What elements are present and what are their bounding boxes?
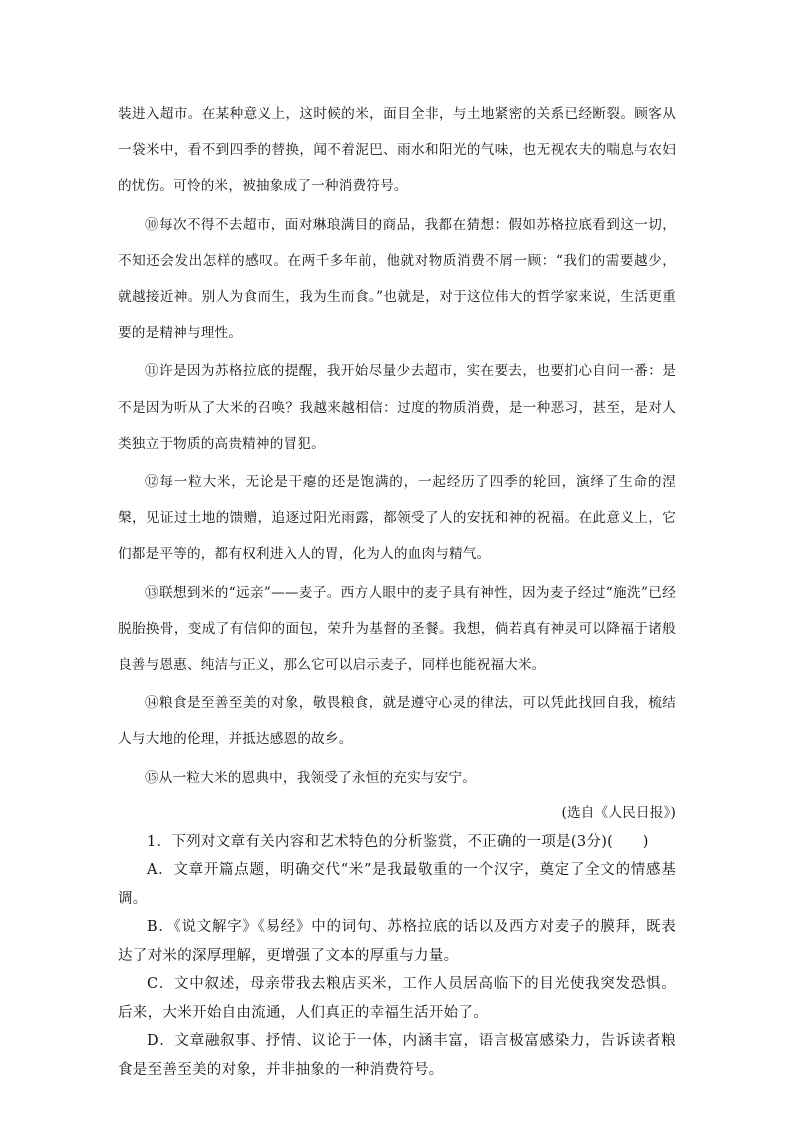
option-b: B．《说文解字》《易经》中的词句、苏格拉底的话以及西方对麦子的膜拜，既表达了对米的深厚理解，更增强了文本的厚重与力量。 bbox=[118, 919, 676, 964]
essay-paragraph-11: ⑪许是因为苏格拉底的提醒，我开始尽量少去超市，实在要去，也要扪心自问一番：是不是因为听从了大米的召唤？我越来越相信：过度的物质消费，是一种恶习，甚至，是对人类独立于物质的高贵精神的冒犯。 bbox=[118, 363, 676, 452]
option-a: A．文章开篇点题，明确交代“米”是我最敬重的一个汉字，奠定了全文的情感基调。 bbox=[118, 862, 676, 907]
document-page bbox=[118, 96, 676, 1084]
essay-paragraph-14: ⑭粮食是至善至美的对象，敬畏粮食，就是遵守心灵的律法，可以凭此找回自我，梳结人与大地的伦理，并抵达感恩的故乡。 bbox=[118, 695, 676, 748]
essay-paragraph-12: ⑫每一粒大米，无论是干瘪的还是饱满的，一起经历了四季的轮回，演绎了生命的涅槃，见证过土地的馈赠，追逐过阳光雨露，都领受了人的安抚和神的祝福。在此意义上，它们都是平等的，都有权利进入人的胃，化为人的血肉与精气。 bbox=[118, 474, 676, 563]
option-c: C．文中叙述，母亲带我去粮店买米，工作人员居高临下的目光使我突发恐惧。后来，大米开始自由流通，人们真正的幸福生活开始了。 bbox=[118, 976, 676, 1021]
option-d: D．文章融叙事、抒情、议论于一体，内涵丰富，语言极富感染力，告诉读者粮食是至善至美的对象，并非抽象的一种消费符号。 bbox=[118, 1033, 676, 1078]
question-stem: 1．下列对文章有关内容和艺术特色的分析鉴赏，不正确的一项是(3分)( ) bbox=[147, 833, 649, 850]
essay-paragraph-10: ⑩每次不得不去超市，面对琳琅满目的商品，我都在猜想：假如苏格拉底看到这一切，不知还会发出怎样的感叹。在两千多年前，他就对物质消费不屑一顾：“我们的需要越少，就越接近神。别人为食而生，我为生而食。”也就是，对于这位伟大的哲学家来说，生活更重要的是精神与理性。 bbox=[118, 216, 676, 342]
essay-paragraph-15: ⑮从一粒大米的恩典中，我领受了永恒的充实与安宁。 bbox=[145, 769, 477, 786]
source-citation: (选自《人民日报》) bbox=[561, 804, 676, 821]
essay-paragraph-13: ⑬联想到米的“远亲”——麦子。西方人眼中的麦子具有神性，因为麦子经过“施洗”已经脱胎换骨，变成了有信仰的面包，荣升为基督的圣餐。我想，倘若真有神灵可以降福于诸般良善与恩惠、纯洁与正义，那么它可以启示麦子，同样也能祝福大米。 bbox=[118, 584, 676, 674]
essay-paragraph-continuation: 装进入超市。在某种意义上，这时候的米，面目全非，与土地紧密的关系已经断裂。顾客从一袋米中，看不到四季的替换，闻不着泥巴、雨水和阳光的气味，也无视农夫的喘息与农妇的忧伤。可怜的米，被抽象成了一种消费符号。 bbox=[118, 106, 676, 195]
essay-body bbox=[118, 96, 676, 796]
question-block bbox=[118, 828, 676, 1085]
